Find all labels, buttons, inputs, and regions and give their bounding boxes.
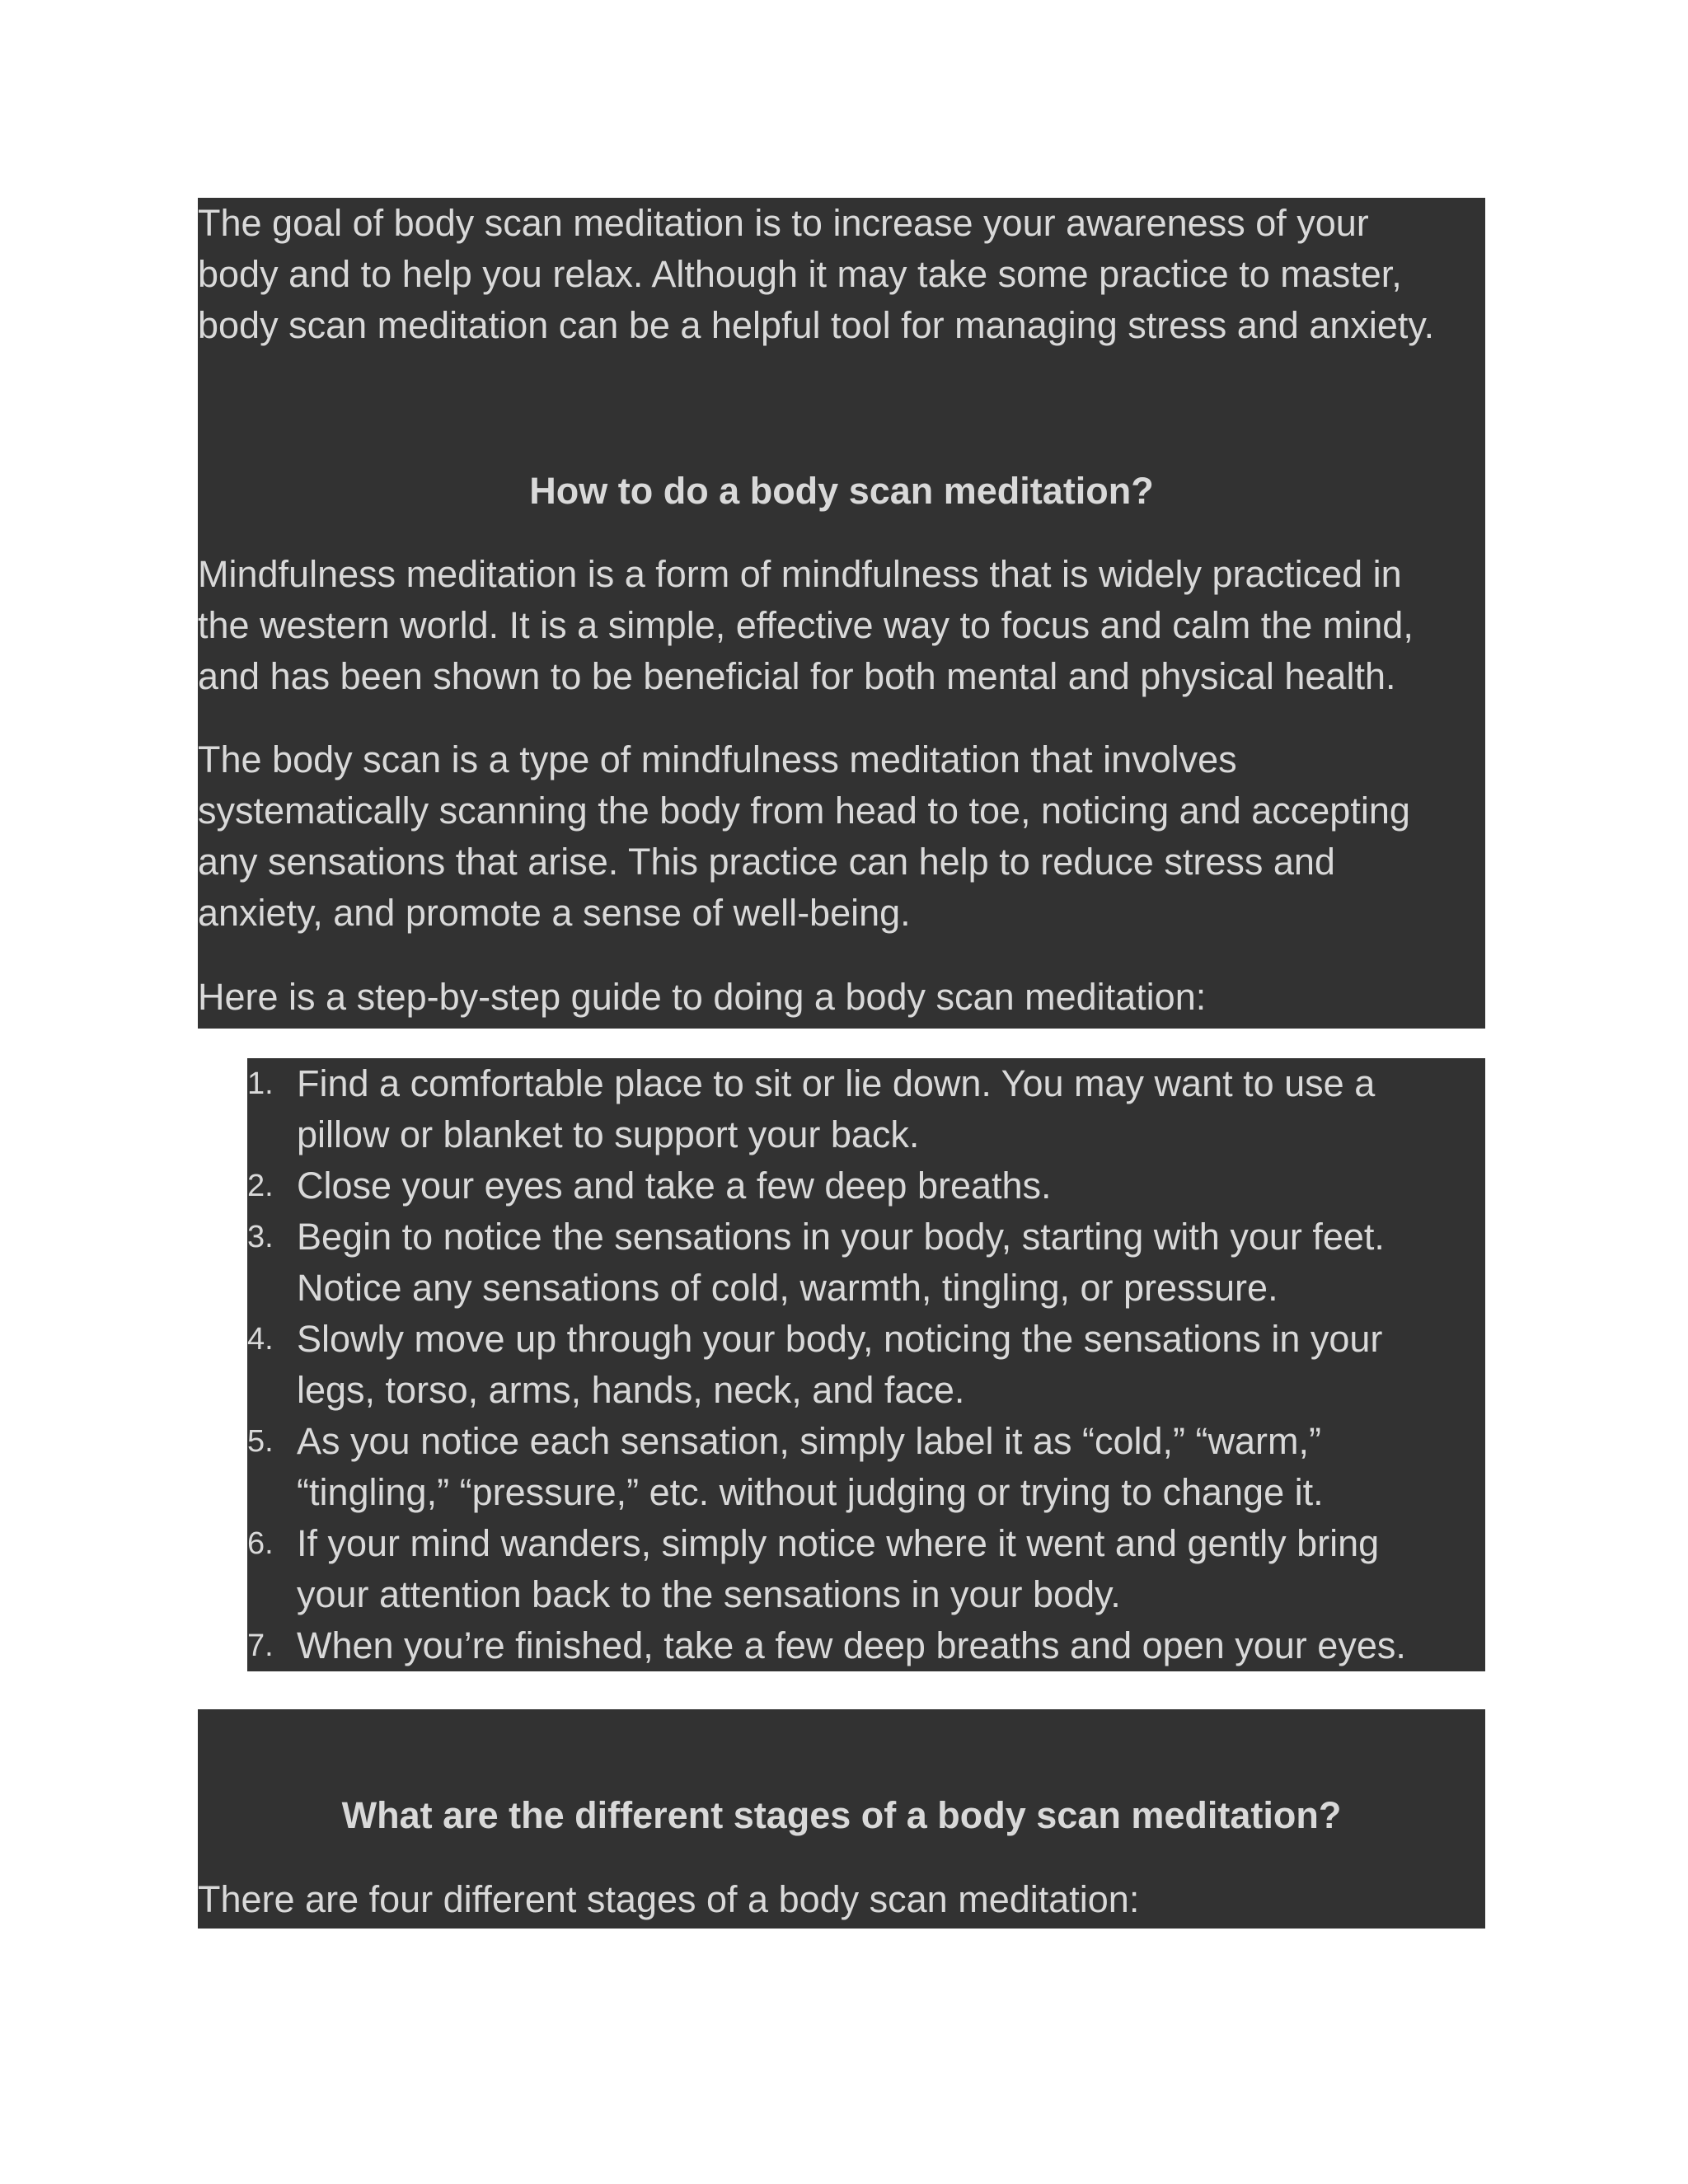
list-item-text: Find a comfortable place to sit or lie down. You may want to use a pillow or blanket to support your back.: [297, 1062, 1376, 1155]
list-item-number: 4.: [247, 1322, 274, 1357]
list-item: [247, 1058, 1485, 1160]
list-item: [247, 1518, 1485, 1620]
list-item-text: Close your eyes and take a few deep breaths.: [297, 1165, 1052, 1207]
list-item-number: 7.: [247, 1629, 274, 1663]
list-item: [247, 1416, 1485, 1518]
list-item: [247, 1212, 1485, 1314]
list-item-number: 6.: [247, 1526, 274, 1561]
list-item-text: When you’re finished, take a few deep breaths and open your eyes.: [297, 1624, 1406, 1666]
list-item-text: As you notice each sensation, simply label it as “cold,” “warm,” “tingling,” “pressure,” etc. without judging or trying to change it.: [297, 1420, 1324, 1513]
list-item: [247, 1160, 1485, 1212]
list-item-text: Slowly move up through your body, noticing the sensations in your legs, torso, arms, hands, neck, and face.: [297, 1318, 1383, 1411]
how-to-heading: How to do a body scan meditation?: [529, 470, 1154, 512]
guide-intro-paragraph: Here is a step-by-step guide to doing a body scan meditation:: [198, 976, 1207, 1018]
list-item-number: 2.: [247, 1169, 274, 1203]
list-item-number: 3.: [247, 1220, 274, 1254]
section-stages-block: [198, 1709, 1485, 1929]
list-item: [247, 1620, 1485, 1671]
body-scan-paragraph: The body scan is a type of mindfulness meditation that involves systematically scanning the body from head to toe, noticing and accepting any sensations that arise. This practice can help to reduce stress and anxiety, and promote a sense of well-being.: [198, 738, 1410, 934]
mindfulness-paragraph: Mindfulness meditation is a form of mindfulness that is widely practiced in the western world. It is a simple, effective way to focus and calm the mind, and has been shown to be beneficial for both mental and physical health.: [198, 553, 1414, 697]
section-intro-block: [198, 198, 1485, 1029]
list-item-text: Begin to notice the sensations in your body, starting with your feet. Notice any sensations of cold, warmth, tingling, or pressure.: [297, 1216, 1385, 1309]
stages-heading: What are the different stages of a body scan meditation?: [341, 1794, 1342, 1836]
list-item-number: 5.: [247, 1424, 274, 1459]
list-item: [247, 1314, 1485, 1416]
stages-paragraph: There are four different stages of a body scan meditation:: [198, 1878, 1140, 1920]
steps-list-block: [247, 1058, 1485, 1671]
list-item-text: If your mind wanders, simply notice where it went and gently bring your attention back to the sensations in your body.: [297, 1522, 1380, 1615]
list-item-number: 1.: [247, 1066, 274, 1101]
steps-list: [247, 1058, 1485, 1671]
intro-paragraph: The goal of body scan meditation is to increase your awareness of your body and to help you relax. Although it may take some practice to master, body scan meditation can be a helpful tool for managing stress and anxiety.: [198, 202, 1435, 346]
